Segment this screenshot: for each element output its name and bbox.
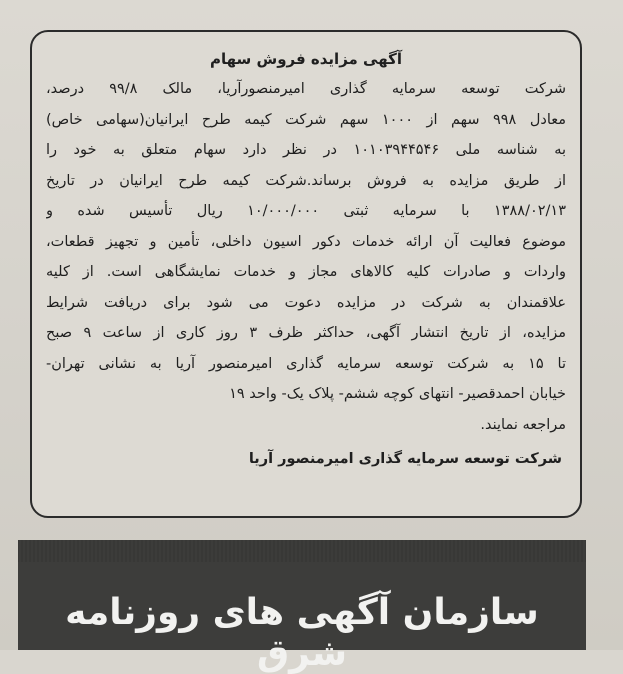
ad-line-8: علاقمندان به شرکت در مزایده دعوت می شود برای دریافت شرایط (46, 294, 566, 311)
ad-line-4: از طریق مزایده به فروش برساند.شرکت کیمه طرح ایرانیان در تاریخ (46, 172, 566, 189)
ad-line-7: واردات و صادرات کلیه کالاهای مجاز و خدمات نمایشگاهی است. از کلیه (46, 264, 566, 280)
ad-line-12: مراجعه نمایند. (480, 416, 566, 433)
ad-line-5: ۱۳۸۸/۰۲/۱۳ با سرمایه ثبتی ۱۰/۰۰۰/۰۰۰ ریال تأسیس شده و (46, 203, 566, 219)
banner-title: سازمان آگهی های روزنامه شرق (65, 592, 539, 674)
ad-line-3: به شناسه ملی ۱۰۱۰۳۹۴۴۵۴۶ در نظر دارد سهام متعلق به خود را (46, 142, 566, 158)
ad-line-9: مزایده، از تاریخ انتشار آگهی، حداکثر ظرف ۳ روز کاری از ساعت ۹ صبح (46, 325, 566, 341)
banner-texture-strip (18, 540, 586, 562)
ad-line-1: شرکت توسعه سرمایه گذاری امیرمنصورآریا، مالک ۹۹/۸ درصد، (46, 81, 566, 97)
ad-line-6: موضوع فعالیت آن ارائه خدمات دکور اسیون داخلی، تأمین و تجهیز قطعات، (46, 233, 566, 250)
ad-title: آگهی مزایده فروش سهام (210, 50, 402, 68)
ad-line-11: خیابان احمدقصیر- انتهای کوچه ششم- پلاک یک- واحد ۱۹ (229, 386, 566, 402)
auction-ad-box (30, 30, 582, 518)
ad-signature: شرکت توسعه سرمایه گذاری امیرمنصور آریا (248, 451, 562, 467)
ad-line-2: معادل ۹۹۸ سهم از ۱۰۰۰ سهم شرکت کیمه طرح ایرانیان(سهامی خاص) (46, 111, 566, 128)
ad-line-10: تا ۱۵ به شرکت توسعه سرمایه گذاری امیرمنصور آریا به نشانی تهران- (46, 355, 566, 372)
newspaper-ads-banner (18, 540, 586, 674)
